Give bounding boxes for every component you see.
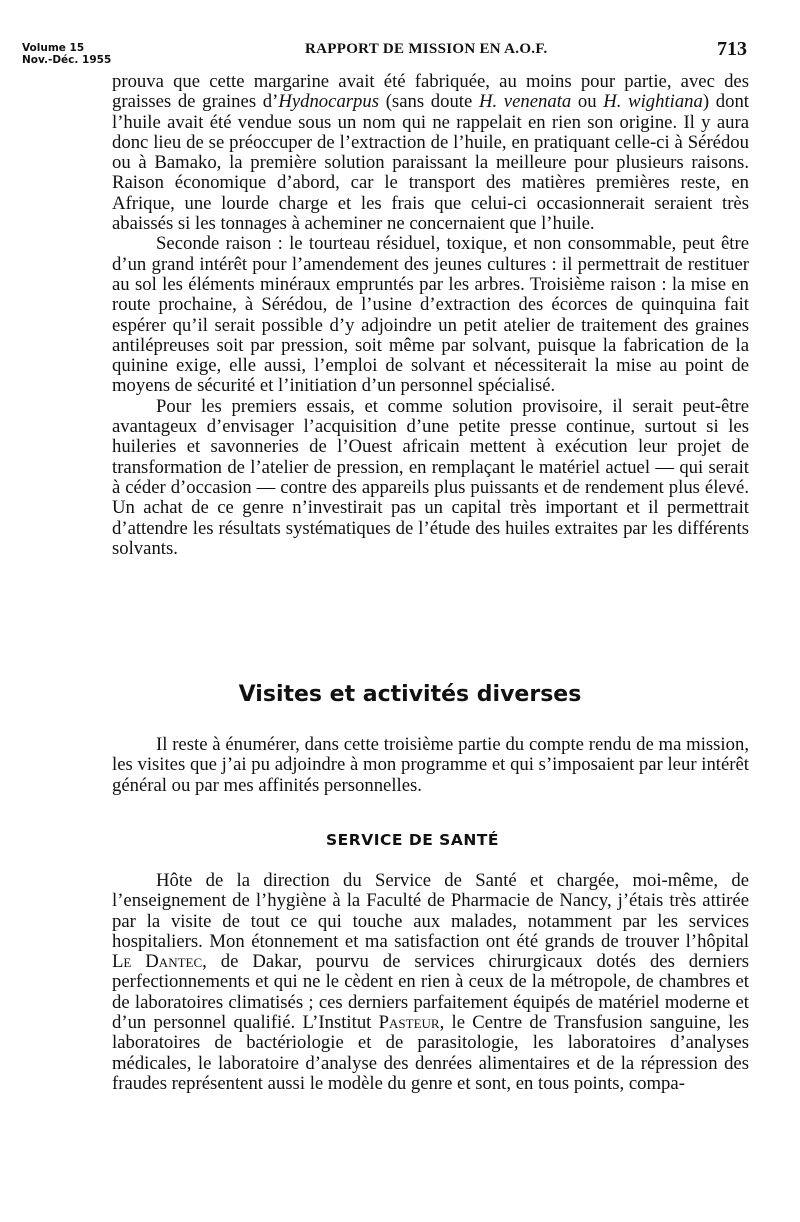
- paragraph-1: prouva que cette margarine avait été fabriquée, au moins pour partie, avec des graisses de graines d’Hydnocarpus (sans doute H. venenata ou H. wightiana) dont l’huile avait été vendue sous un nom qui ne rappelait en rien son origine. Il y aura donc lieu de se préoccuper de l’extraction de l’huile, en pratiquant celle-ci à Sérédou ou à Bamako, la première solution paraissant la meilleure pour plusieurs raisons. Raison économique d’abord, car le transport des matières premières reste, en Afrique, une lourde charge et les frais que celui-ci occasionnerait seraient très abaissés si les tonnages à acheminer ne concernaient que l’huile.: [112, 71, 749, 235]
- subsection-heading: SERVICE DE SANTÉ: [326, 831, 499, 849]
- page-header: [0, 38, 800, 68]
- paragraph-3: Pour les premiers essais, et comme solution provisoire, il serait peut-être avantageux d’envisager l’acquisition d’une petite presse continue, surtout si les huileries et savonneries de l’Ouest africain mettent à exécution leur projet de transformation de l’atelier de pression, en remplaçant le matériel actuel — qui serait à céder d’occasion — contre des appareils plus puissants et de rendement plus élevé. Un achat de ce genre n’investirait pas un capital très important et il permettrait d’attendre les résultats systématiques de l’étude des huiles extraites par les différents solvants.: [112, 395, 749, 559]
- page-number: 713: [717, 38, 747, 60]
- running-title: RAPPORT DE MISSION EN A.O.F.: [305, 41, 548, 57]
- section-heading: Visites et activités diverses: [238, 682, 582, 707]
- volume-number: Volume 15: [22, 42, 85, 54]
- volume-date: Nov.-Déc. 1955: [22, 54, 112, 66]
- service-sante-text: [112, 871, 749, 1094]
- paragraph-2: Seconde raison : le tourteau résiduel, toxique, et non consommable, peut être d’un grand intérêt pour l’amendement des jeunes cultures : il permettrait de restituer au sol les éléments minéraux empruntés par les arbres. Troisième raison : la mise en route prochaine, à Sérédou, de l’usine d’extraction des écorces de quinquina fait espérer qu’il serait possible d’y adjoindre un petit atelier de traitement des graines antilépreuses soit par pression, soit même par solvant, puisque la fabrication de la quinine exige, elle aussi, l’emploi de solvant et nécessiterait la mise au point de moyens de sécurité et l’initiation d’un personnel spécialisé.: [112, 233, 749, 397]
- paragraph-5: Hôte de la direction du Service de Santé et chargée, moi-même, de l’enseignement de l’hygiène à la Faculté de Pharmacie de Nancy, j’étais très attirée par la visite de tout ce qui touche aux malades, notamment par les services hospitaliers. Mon étonnement et ma satisfaction ont été grands de trouver l’hôpital Le Dantec, de Dakar, pourvu de services chirurgicaux dotés des derniers perfectionnements et qui ne le cèdent en rien à ceux de la métropole, de chambres et de laboratoires climatisés ; ces derniers parfaitement équipés de matériel moderne et d’un personnel qualifié. L’Institut Pasteur, le Centre de Transfusion sanguine, les laboratoires de bactériologie et de parasitologie, les laboratoires d’analyses médicales, le laboratoire d’analyse des denrées alimentaires et de la répression des fraudes représentent aussi le modèle du genre et sont, en tous points, compa-: [112, 870, 749, 1094]
- paragraph-4: Il reste à énumérer, dans cette troisième partie du compte rendu de ma mission, les visites que j’ai pu adjoindre à mon programme et qui s’imposaient par leur intérêt général ou par mes affinités personnelles.: [112, 734, 749, 796]
- section-intro: [112, 735, 749, 796]
- main-text: [112, 72, 749, 559]
- volume-info: [22, 42, 111, 66]
